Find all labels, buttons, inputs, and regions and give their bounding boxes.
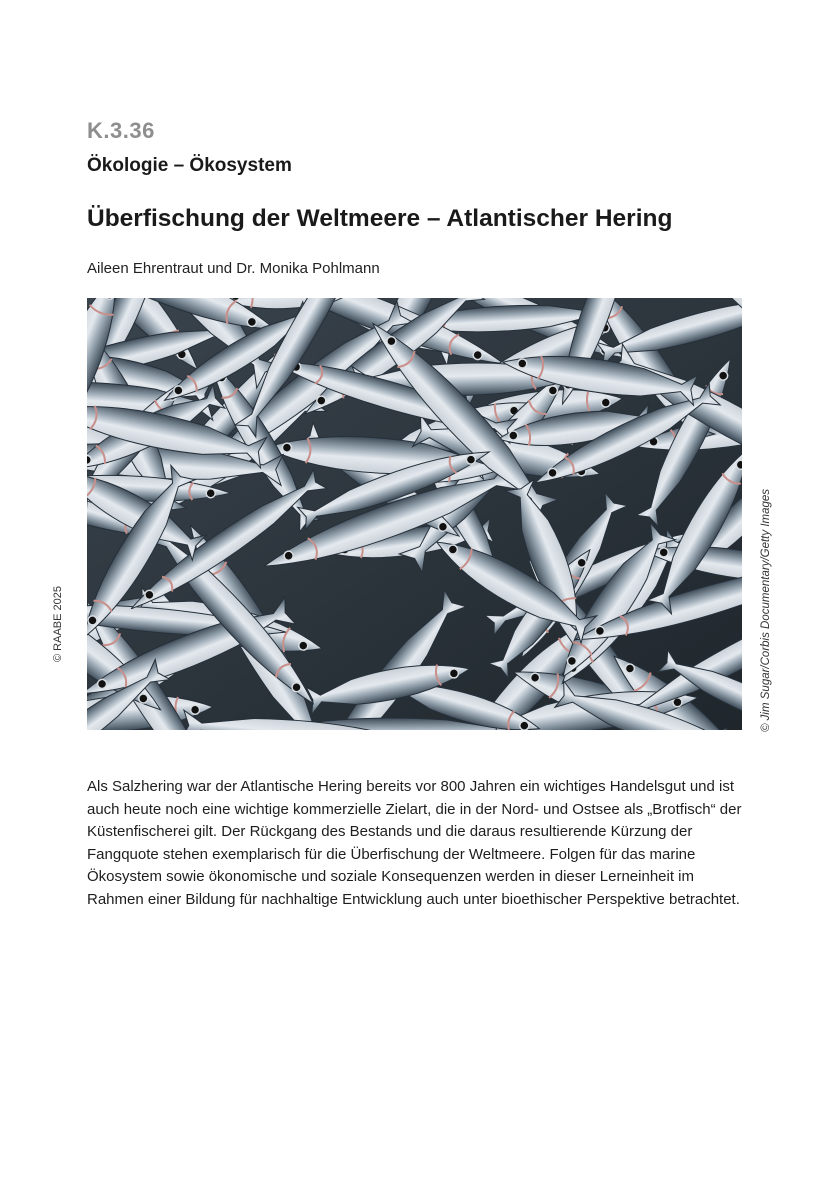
photo-credit: © Jim Sugar/Corbis Documentary/Getty Images xyxy=(760,488,772,732)
unit-code: K.3.36 xyxy=(87,118,155,143)
fish-herring-pile-image xyxy=(87,298,742,730)
intro-paragraph: Als Salzhering war der Atlantische Hering bereits vor 800 Jahren ein wichtiges Handelsgut und ist auch heute noch eine wichtige kommerzielle Zielart, die in der Nord- und Ostsee als „Brotfisch“ der Küstenfischerei gilt. Der Rückgang des Bestands und die daraus resultierende Kürzung der Fangquote stehen exemplarisch für die Überfischung der Weltmeere. Folgen für das marine Ökosystem sowie ökonomische und soziale Konsequenzen werden in dieser Lerneinheit im Rahmen einer Bildung für nachhaltige Entwicklung auch unter bioethischer Perspektive betrachtet. xyxy=(87,778,742,908)
page-title: Überfischung der Weltmeere – Atlantischer Hering xyxy=(87,205,673,232)
authors: Aileen Ehrentraut und Dr. Monika Pohlmann xyxy=(87,260,380,277)
copyright-notice: © RAABE 2025 xyxy=(52,586,64,662)
subject-heading: Ökologie – Ökosystem xyxy=(87,155,292,176)
